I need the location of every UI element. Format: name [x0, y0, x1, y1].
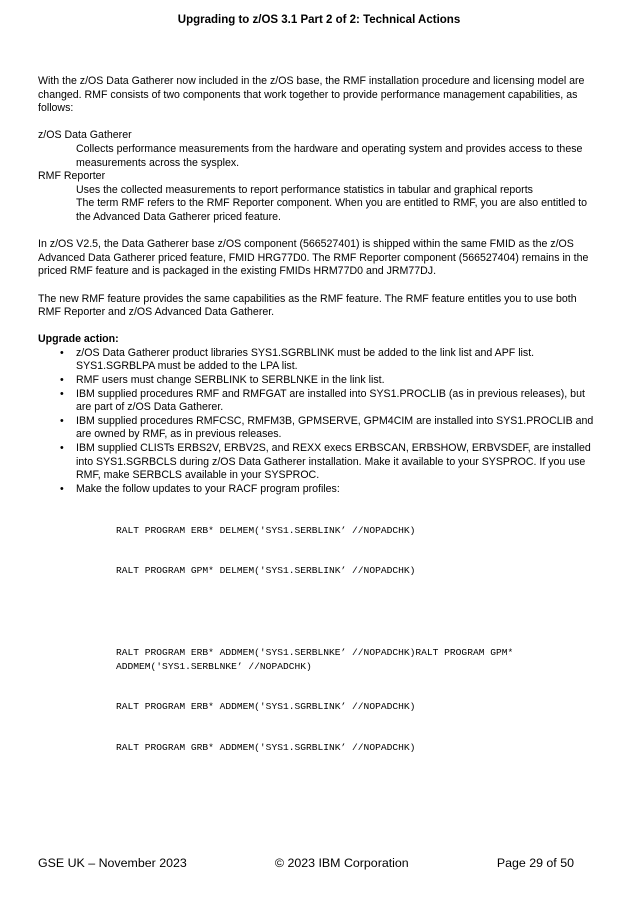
footer-event: GSE UK – November 2023 — [38, 856, 187, 870]
bullet-icon: • — [60, 374, 64, 387]
page-header: Upgrading to z/OS 3.1 Part 2 of 2: Technical Actions — [177, 14, 461, 26]
footer-page-number: Page 29 of 50 — [496, 856, 574, 870]
list-item: • IBM supplied CLISTs ERBS2V, ERBV2S, and REXX execs ERBSCAN, ERBSHOW, ERBVSDEF, are installed into SYS1.SGRBCLS during z/OS Data Gatherer installation. Make it available to your SYSPROC. If you use RMF, make SERBCLS available in your SYSPROC. — [60, 442, 591, 482]
code-line: RALT PROGRAM ERB* DELMEM('SYS1.SERBLINK’ //NOPADCHK) — [116, 524, 416, 536]
racf-code-block-2 — [38, 619, 598, 782]
upgrade-action-heading: Upgrade action: — [38, 333, 119, 346]
page-footer — [38, 856, 574, 870]
bullet-icon: • — [60, 387, 64, 400]
code-line: RALT PROGRAM GRB* ADDMEM('SYS1.SGRBLINK’ //NOPADCHK) — [116, 742, 416, 754]
list-item: • RMF users must change SERBLINK to SERBLNKE in the link list. — [60, 374, 385, 387]
footer-copyright: © 2023 IBM Corporation — [274, 856, 409, 870]
bullet-icon: • — [60, 346, 64, 359]
bullet-icon: • — [60, 414, 64, 427]
component-desc-rmf-reporter-1: Uses the collected measurements to report performance statistics in tabular and graphical reports — [76, 183, 533, 196]
bullet-icon: • — [60, 442, 64, 455]
racf-code-block-1 — [38, 496, 598, 605]
component-desc-rmf-reporter-2: The term RMF refers to the RMF Reporter component. When you are entitled to RMF, you are also entitled to the Advanced Data Gatherer priced feature. — [76, 197, 588, 223]
upgrade-action-list — [38, 347, 598, 497]
list-item: • z/OS Data Gatherer product libraries SYS1.SGRBLINK must be added to the link list and APF list. SYS1.SGRBLPA must be added to the LPA list. — [60, 346, 535, 373]
component-desc-data-gatherer: Collects performance measurements from the hardware and operating system and provides access to these measurements across the sysplex. — [76, 142, 583, 169]
paragraph-v25: In z/OS V2.5, the Data Gatherer base z/OS component (566527401) is shipped within the same FMID as the z/OS Advanced Data Gatherer priced feature, FMID HRG77D0. The RMF Reporter component (566527404) remains in the priced RMF feature and is packaged in the existing FMIDs HRM77D0 and JRM77DJ. — [38, 238, 589, 278]
code-line: RALT PROGRAM GPM* DELMEM('SYS1.SERBLINK’ //NOPADCHK) — [116, 565, 416, 577]
list-item: • IBM supplied procedures RMF and RMFGAT are installed into SYS1.PROCLIB (as in previous releases), but are part of z/OS Data Gatherer. — [60, 387, 585, 414]
component-name-rmf-reporter: RMF Reporter — [38, 170, 106, 183]
code-line: RALT PROGRAM ERB* ADDMEM('SYS1.SERBLNKE’ //NOPADCHK)RALT PROGRAM GPM* ADDMEM('SYS1.SERBLNKE’ //NOPADCHK) — [116, 646, 520, 672]
code-line: RALT PROGRAM ERB* ADDMEM('SYS1.SGRBLINK’ //NOPADCHK) — [116, 701, 416, 713]
paragraph-new-rmf: The new RMF feature provides the same capabilities as the RMF feature. The RMF feature entitles you to use both RMF Reporter and z/OS Advanced Data Gatherer. — [38, 292, 577, 319]
bullet-icon: • — [60, 482, 64, 495]
component-name-data-gatherer: z/OS Data Gatherer — [38, 129, 132, 142]
list-item: • IBM supplied procedures RMFCSC, RMFM3B, GPMSERVE, GPM4CIM are installed into SYS1.PROCLIB and are owned by RMF, as in previous releases. — [60, 414, 594, 441]
page-body — [38, 75, 598, 782]
list-item: • Make the follow updates to your RACF program profiles: — [60, 482, 340, 495]
intro-paragraph: With the z/OS Data Gatherer now included in the z/OS base, the RMF installation procedure and licensing model are changed. RMF consists of two components that work together to provide performance management capabilities, as follows: — [38, 75, 585, 115]
